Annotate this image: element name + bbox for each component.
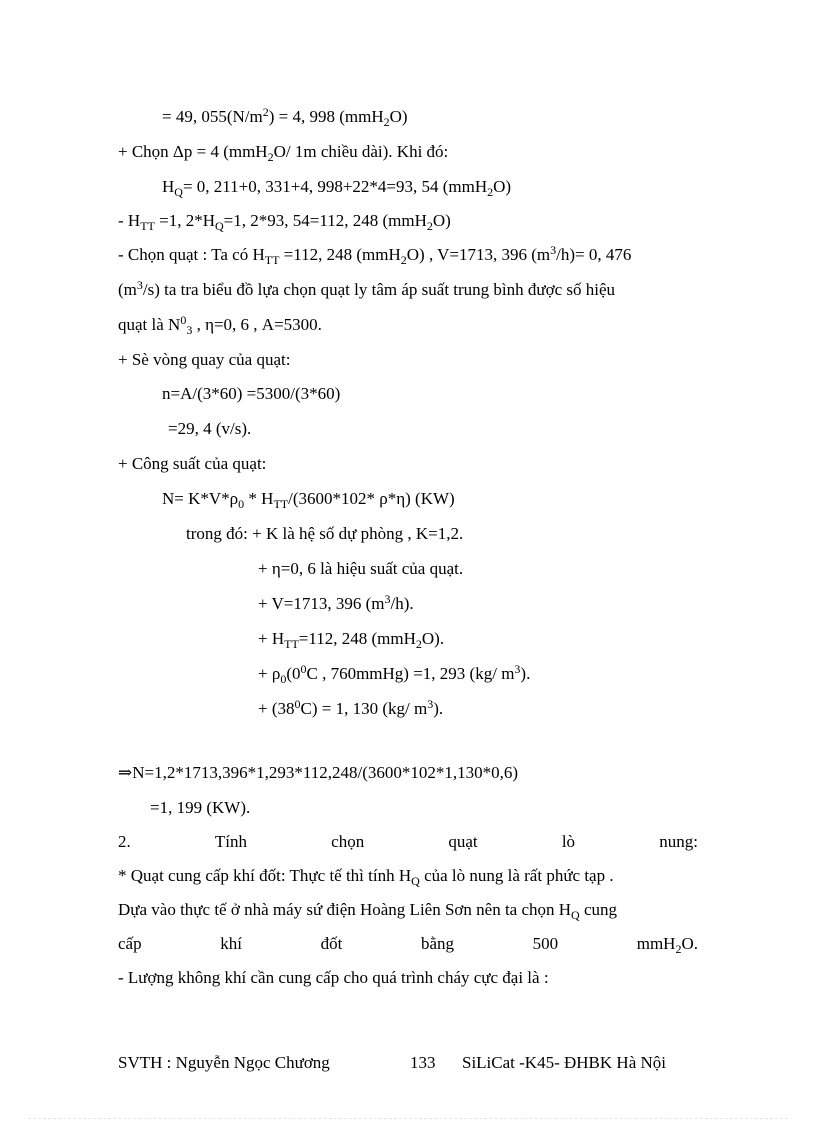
page-bottom-divider xyxy=(28,1118,788,1119)
section-heading: 2. Tính chọn quạt lò nung: xyxy=(118,832,698,851)
paragraph-line: cấp khí đốt bằng 500 mmH$_2$O. xyxy=(118,934,698,956)
equation-line: $N= K*V*\rho_0 * H_{TT}/(3600*102*$ ρ*η) (KW) xyxy=(162,489,455,511)
paragraph-line: - Chọn quạt : Ta có $H_{TT} =112$, 248 (mmH$_2$O) , V=1713, 396 $(m^3/h)= 0$, 476 xyxy=(118,243,632,267)
definition-line: + $H_{TT}=112$, 248 (mmH$_2$O). xyxy=(258,629,445,651)
equation-line: n=A/(3*60) =5300/(3*60) xyxy=(162,384,341,403)
paragraph-line: quạt là $N^0_3$ , η=0, 6 , A=5300. xyxy=(118,313,322,337)
definition-line: + $\rho_0(0^0C$ , 760mmHg) =1, 293 (kg/ $m^3$). xyxy=(258,662,531,686)
footer-author: SVTH : Nguyễn Ngọc Chương xyxy=(118,1053,330,1072)
definition-line: + η=0, 6 là hiệu suất của quạt. xyxy=(258,559,464,578)
definition-line: + $(38^0C) = 1$, 130 (kg/ $m^3$). xyxy=(258,697,444,718)
paragraph-line: * Quạt cung cấp khí đốt: Thực tế thì tính $H_Q$ của lò nung là rất phức tạp . xyxy=(118,866,614,888)
equation-line: =29, 4 (v/s). xyxy=(168,419,252,438)
definition-line: trong đó: + K là hệ số dự phòng , K=1,2. xyxy=(186,524,464,543)
equation-line: $H_Q= 0$, 211+0, 331+4, 998+22*4=93, 54 (mmH$_2$O) xyxy=(162,177,512,199)
footer-school: SiLiCat -K45- ĐHBK Hà Nội xyxy=(462,1053,666,1072)
definition-line: + V=1713, 396 $(m^3/h)$. xyxy=(258,592,414,613)
paragraph-line: $(m^3/s)$ ta tra biểu đồ lựa chọn quạt ly tâm áp suất trung bình được số hiệu xyxy=(118,278,616,299)
paragraph-line: - Lượng không khí cần cung cấp cho quá trình cháy cực đại là : xyxy=(118,968,549,987)
result-value: =1, 199 (KW). xyxy=(150,798,251,817)
paragraph-line: Dựa vào thực tế ở nhà máy sứ điện Hoàng Liên Sơn nên ta chọn $H_Q$ cung xyxy=(118,900,618,922)
footer-page-number: 133 xyxy=(410,1053,436,1072)
result-equation: ⇒N=1,2*1713,396*1,293*112,248/(3600*102*1,130*0,6) xyxy=(118,763,519,782)
section-heading: + Công suất của quạt: xyxy=(118,454,267,473)
equation-line: = 49, $055(N/m^2) = 4$, 998 (mmH$_2$O) xyxy=(162,105,408,129)
paragraph-line: + Chọn Δp = 4 (mmH$_2$O/ 1m chiều dài). Khi đó: xyxy=(118,142,449,164)
paragraph-line: - $H_{TT} =1$, $2*H_Q=1$, 2*93, 54=112, 248 (mmH$_2$O) xyxy=(118,211,451,233)
section-heading: + Sè vòng quay của quạt: xyxy=(118,350,291,369)
